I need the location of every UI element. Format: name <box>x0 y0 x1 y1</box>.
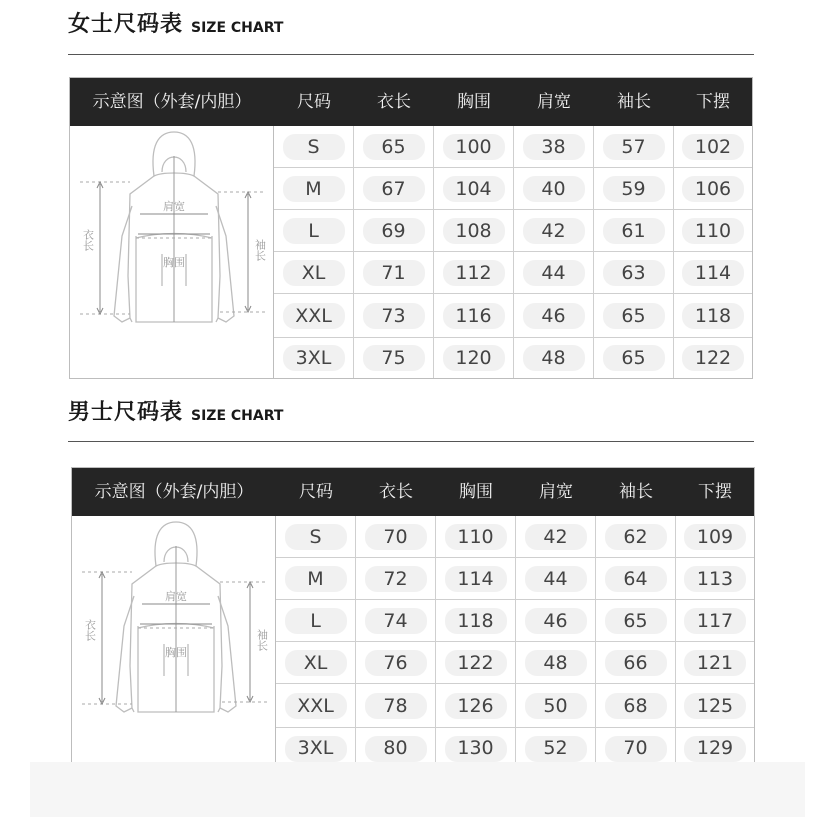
bottom-background <box>30 762 805 817</box>
cell-value: M <box>305 178 322 200</box>
cell-hem <box>676 642 754 684</box>
cell-size <box>276 558 356 600</box>
cell-value: 108 <box>455 220 492 242</box>
cell-value: 68 <box>623 695 648 717</box>
cell-value: 110 <box>694 220 732 242</box>
cell-value: 129 <box>696 737 734 759</box>
cell-value: 64 <box>623 568 648 590</box>
cell-value: 113 <box>696 568 734 590</box>
cell-value: L <box>310 610 321 632</box>
cell-size <box>276 516 356 558</box>
cell-value: 57 <box>621 136 646 158</box>
cell-value: 102 <box>694 136 732 158</box>
cell-shoulder <box>516 558 596 600</box>
men-title <box>68 396 283 426</box>
cell-value: 130 <box>457 737 494 759</box>
cell-sleeve <box>594 252 674 294</box>
header-size: 尺码 <box>297 92 331 112</box>
cell-value: 70 <box>383 526 408 548</box>
header-length: 衣长 <box>377 92 411 112</box>
cell-shoulder <box>514 210 594 252</box>
cell-value: 126 <box>457 695 494 717</box>
cell-length <box>356 516 436 558</box>
diagram-label-length: 衣长 <box>83 619 97 641</box>
header-length: 衣长 <box>379 482 413 502</box>
women-title-en: SIZE CHART <box>191 20 284 36</box>
cell-size <box>274 210 354 252</box>
cell-sleeve <box>594 168 674 210</box>
cell-value: L <box>308 220 319 242</box>
cell-shoulder <box>516 642 596 684</box>
men-size-table <box>71 467 755 770</box>
cell-value: 70 <box>623 737 648 759</box>
cell-value: 80 <box>383 737 408 759</box>
cell-value: 112 <box>455 262 492 284</box>
cell-value: 61 <box>621 220 646 242</box>
cell-shoulder <box>514 252 594 294</box>
cell-value: 65 <box>381 136 406 158</box>
cell-chest <box>434 338 514 378</box>
cell-value: 65 <box>621 305 646 327</box>
cell-sleeve <box>594 294 674 338</box>
cell-value: 100 <box>455 136 492 158</box>
cell-value: 40 <box>541 178 566 200</box>
cell-size <box>274 338 354 378</box>
header-sleeve: 袖长 <box>617 92 651 112</box>
cell-value: 65 <box>623 610 648 632</box>
cell-value: 109 <box>696 526 734 548</box>
cell-chest <box>436 642 516 684</box>
cell-hem <box>676 558 754 600</box>
cell-value: 48 <box>543 652 568 674</box>
cell-value: 125 <box>696 695 734 717</box>
cell-value: 71 <box>381 262 406 284</box>
cell-value: 3XL <box>297 737 334 759</box>
header-sleeve: 袖长 <box>619 482 653 502</box>
cell-size <box>276 600 356 642</box>
cell-value: 44 <box>543 568 568 590</box>
cell-length <box>354 126 434 168</box>
diagram-label-chest: 胸围 <box>163 256 185 269</box>
women-table-header <box>70 78 752 126</box>
cell-value: 59 <box>621 178 646 200</box>
cell-length <box>356 642 436 684</box>
cell-value: 120 <box>455 347 492 369</box>
cell-value: XL <box>301 262 326 284</box>
cell-hem <box>676 684 754 728</box>
cell-value: 116 <box>455 305 492 327</box>
men-table-header <box>72 468 754 516</box>
cell-value: 38 <box>541 136 566 158</box>
cell-shoulder <box>516 684 596 728</box>
cell-shoulder <box>514 168 594 210</box>
cell-sleeve <box>596 600 676 642</box>
cell-shoulder <box>514 294 594 338</box>
cell-sleeve <box>594 126 674 168</box>
cell-value: 122 <box>457 652 494 674</box>
men-title-divider <box>68 441 754 442</box>
cell-size <box>276 642 356 684</box>
cell-value: S <box>309 526 322 548</box>
cell-chest <box>436 516 516 558</box>
header-shoulder: 肩宽 <box>537 92 571 112</box>
header-diagram: 示意图（外套/内胆） <box>94 482 254 502</box>
jacket-diagram <box>70 126 274 378</box>
cell-length <box>354 168 434 210</box>
cell-length <box>354 252 434 294</box>
cell-length <box>354 338 434 378</box>
cell-value: 117 <box>696 610 734 632</box>
cell-value: 65 <box>621 347 646 369</box>
cell-hem <box>674 294 752 338</box>
cell-sleeve <box>594 338 674 378</box>
cell-hem <box>674 126 752 168</box>
cell-value: 110 <box>457 526 494 548</box>
cell-value: 118 <box>457 610 494 632</box>
jacket-diagram-svg <box>70 126 274 378</box>
cell-value: XXL <box>297 695 334 717</box>
cell-value: 73 <box>381 305 406 327</box>
cell-length <box>354 210 434 252</box>
cell-value: 76 <box>383 652 408 674</box>
header-hem: 下摆 <box>696 92 730 112</box>
women-size-table <box>69 77 753 379</box>
cell-shoulder <box>516 516 596 558</box>
header-shoulder: 肩宽 <box>539 482 573 502</box>
cell-value: 62 <box>623 526 648 548</box>
cell-size <box>274 252 354 294</box>
cell-chest <box>434 252 514 294</box>
cell-chest <box>434 126 514 168</box>
cell-hem <box>676 516 754 558</box>
cell-value: 3XL <box>295 347 332 369</box>
cell-hem <box>674 252 752 294</box>
cell-value: 75 <box>381 347 406 369</box>
diagram-label-sleeve: 袖长 <box>255 629 269 651</box>
cell-shoulder <box>514 126 594 168</box>
cell-value: 50 <box>543 695 568 717</box>
cell-value: 67 <box>381 178 406 200</box>
cell-sleeve <box>596 642 676 684</box>
cell-value: 104 <box>455 178 492 200</box>
cell-chest <box>436 558 516 600</box>
cell-value: 114 <box>694 262 732 284</box>
cell-value: 122 <box>694 347 732 369</box>
cell-value: M <box>307 568 324 590</box>
header-chest: 胸围 <box>459 482 493 502</box>
diagram-label-sleeve: 袖长 <box>253 239 267 261</box>
cell-chest <box>436 600 516 642</box>
cell-value: 44 <box>541 262 566 284</box>
cell-length <box>356 558 436 600</box>
cell-value: 121 <box>696 652 734 674</box>
header-size: 尺码 <box>299 482 333 502</box>
header-chest: 胸围 <box>457 92 491 112</box>
jacket-diagram-svg <box>72 516 276 769</box>
diagram-label-length: 衣长 <box>81 229 95 251</box>
cell-value: 46 <box>543 610 568 632</box>
cell-size <box>274 168 354 210</box>
cell-sleeve <box>596 516 676 558</box>
cell-value: 69 <box>381 220 406 242</box>
cell-chest <box>434 210 514 252</box>
cell-value: XL <box>303 652 328 674</box>
cell-hem <box>674 168 752 210</box>
cell-length <box>356 600 436 642</box>
women-title-divider <box>68 54 754 55</box>
header-diagram: 示意图（外套/内胆） <box>92 92 252 112</box>
cell-chest <box>434 168 514 210</box>
cell-value: 72 <box>383 568 408 590</box>
cell-value: 63 <box>621 262 646 284</box>
diagram-label-shoulder: 肩宽 <box>165 590 187 603</box>
cell-value: 74 <box>383 610 408 632</box>
cell-value: 42 <box>541 220 566 242</box>
cell-value: 52 <box>543 737 568 759</box>
cell-value: 106 <box>694 178 732 200</box>
women-title <box>68 8 283 38</box>
cell-chest <box>436 684 516 728</box>
cell-value: 78 <box>383 695 408 717</box>
header-hem: 下摆 <box>698 482 732 502</box>
diagram-label-chest: 胸围 <box>165 646 187 659</box>
cell-size <box>276 684 356 728</box>
men-title-cn: 男士尺码表 <box>68 400 184 425</box>
cell-value: 114 <box>457 568 494 590</box>
men-title-en: SIZE CHART <box>191 408 284 424</box>
cell-shoulder <box>514 338 594 378</box>
jacket-diagram <box>72 516 276 769</box>
cell-shoulder <box>516 600 596 642</box>
cell-hem <box>676 600 754 642</box>
cell-size <box>274 294 354 338</box>
cell-value: 42 <box>543 526 568 548</box>
cell-value: XXL <box>295 305 332 327</box>
cell-value: 46 <box>541 305 566 327</box>
cell-length <box>356 684 436 728</box>
cell-value: 66 <box>623 652 648 674</box>
cell-value: 48 <box>541 347 566 369</box>
cell-value: S <box>307 136 320 158</box>
cell-hem <box>674 338 752 378</box>
cell-length <box>354 294 434 338</box>
cell-size <box>274 126 354 168</box>
diagram-label-shoulder: 肩宽 <box>163 200 185 213</box>
cell-value: 118 <box>694 305 732 327</box>
cell-sleeve <box>596 558 676 600</box>
women-title-cn: 女士尺码表 <box>68 12 184 37</box>
cell-hem <box>674 210 752 252</box>
cell-sleeve <box>594 210 674 252</box>
cell-sleeve <box>596 684 676 728</box>
cell-chest <box>434 294 514 338</box>
